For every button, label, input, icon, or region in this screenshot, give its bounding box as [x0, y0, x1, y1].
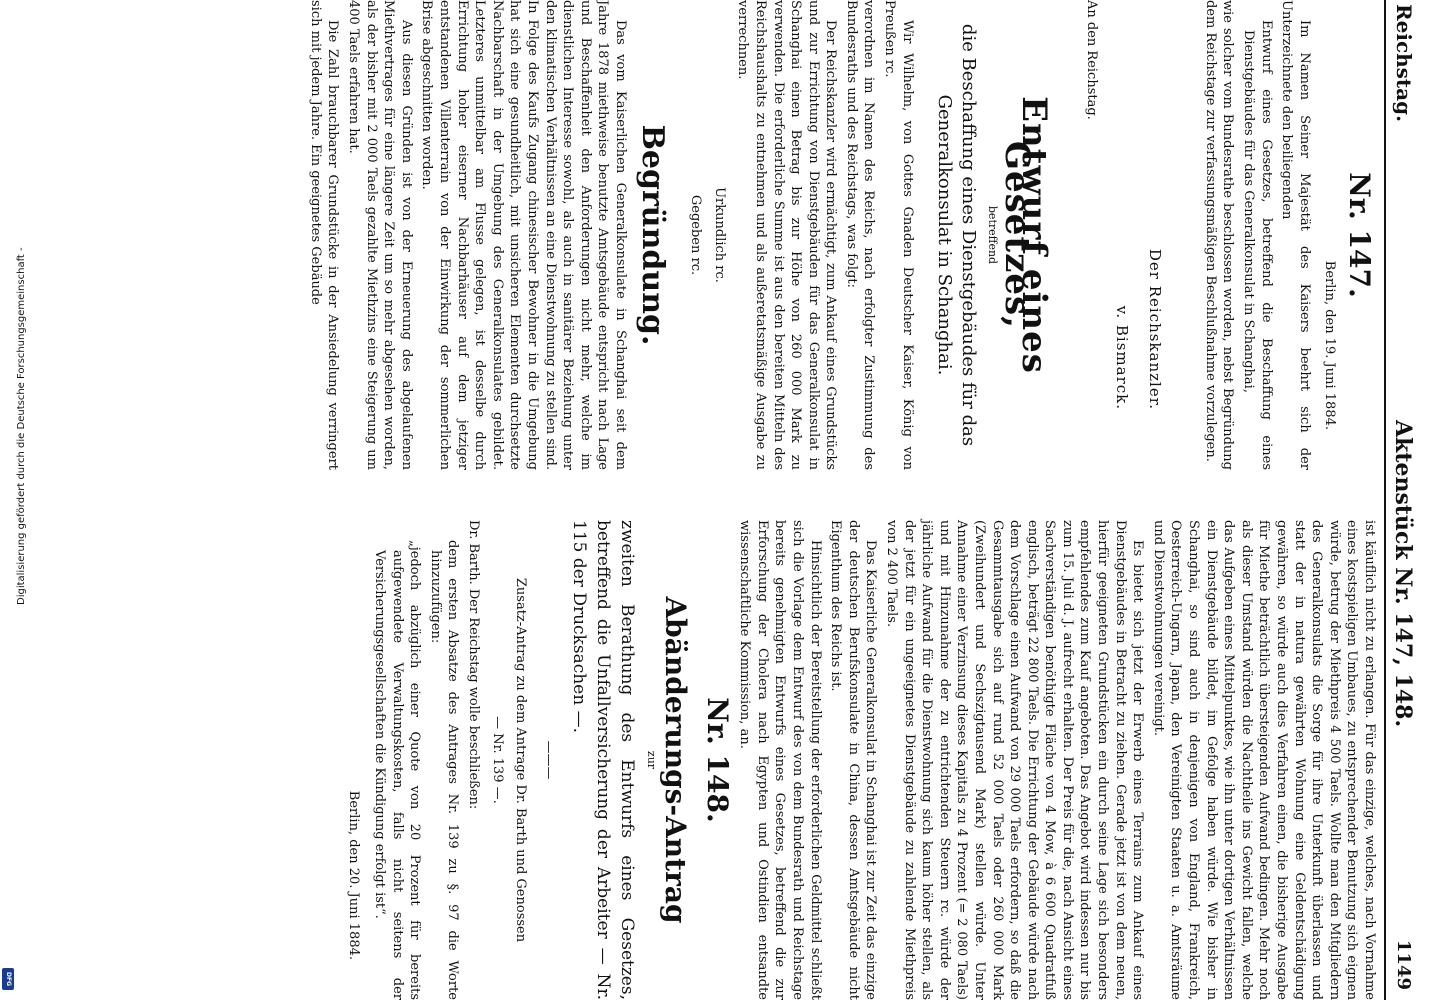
document-number-148: Nr. 148. — [700, 697, 734, 823]
page-number: 1149 — [1393, 939, 1414, 990]
gegeben: Gegeben rc. — [688, 194, 704, 276]
reasons-paragraph-1: Das vom Kaiserlichen Generalkonsulate in Schanghai seit dem Jahre 1878 miethweise benutzte Amtsgebäude entspricht nach Lage und Beschaffenheit den Anforderungen nicht mehr, welche im dienstlichen Interesse sowohl, als auch in sanitärer Beziehung unter den klimatischen Verhältnissen an eine Dienstwohnung zu stellen sind. In Folge des Kaufs Zugang chinesischer Bewohner in die Umgebung hat sich eine gesundheitlich, mit unsicheren Elementen durchsetzte Nachbarschaft in der Umgebung des Generalkonsulates gebildet. Letzteres unmittelbar am Flusse gelegen, ist desselbe durch Errichtung hoher eiserner Nachbarhäuser auf dem jetziger entstandenen Villenterrain von der Einwirkung der sommerlichen Brise abgeschnitten worden. — [419, 0, 628, 470]
signature-title: Der Reichskanzler. — [1146, 248, 1165, 410]
digitization-credit — [2, 0, 27, 1000]
date-147: Berlin, den 19. Juni 1884. — [1322, 260, 1338, 430]
zusatz-antrag: Zusatz-Antrag zu dem Antrage Dr. Barth und Genossen — [513, 577, 529, 943]
right-column — [337, 520, 1378, 1000]
header-left: Reichstag. — [1392, 4, 1416, 123]
reasons-paragraph-2: Aus diesen Gründen ist von der Erneuerung des abgelaufenen Miethvertrages für eine längere Zeit um so mehr abgesehen worden, als der bisher mit 2 000 Taels gezahlte Miethzins eine Steigerung um 400 Taels erfahren hat. — [346, 0, 414, 470]
main-title: Entwurf eines Gesetzes, — [996, 96, 1055, 374]
continuation-paragraph-4: Hinsichtlich der Bereitstellung der erforderlichen Geldmittel schließt sich die Vorlage dem Entwurf des von dem Bundesrath und Reichstage bereits genehmigten Entwurfs eines Gesetzes, betreffend die zur Erforschung der Cholera nach Egypten und Ostindien entsandte wissenschaftliche Kommission, an. — [737, 520, 823, 1000]
main-subtitle: die Beschaffung eines Dienstgebäudes für das Generalkonsulat in Schanghai. — [933, 23, 979, 447]
reasons-paragraph-3: Die Zahl brauchbarer Grundstücke in der Ansiedelung verringert sich mit jedem Jahre. Ein geeignetes Gebäude — [307, 0, 341, 470]
proposer: Dr. Barth. Der Reichstag wolle beschließen: — [466, 520, 482, 810]
document-number-147: Nr. 147. — [1343, 172, 1376, 298]
addressee: An den Reichstag. — [1084, 0, 1100, 120]
draft-title-line: Entwurf eines Gesetzes, betreffend die Beschaffung eines Dienstgebäudes für das Generalkonsulat in Schanghai, — [1241, 20, 1274, 470]
amendment-text-2: „jedoch abzüglich einer Quote von 20 Prozent für bereits aufgewendete Verwaltungskosten, falls nicht seitens der Versicherungsgesellschaften die Kündigung erfolgt ist“. — [372, 540, 423, 1000]
enactment-clause: verordnen im Namen des Reichs, nach erfolgter Zustimmung des Bundesraths und des Reichstags, was folgt: — [843, 0, 877, 470]
amendment-subject: zweiten Berathung des Entwurfs eines Gesetzes, betreffend die Unfallversicherung der Arbeiter — Nr. 115 der Drucksachen —. — [568, 520, 637, 1000]
header-center: Aktenstück Nr. 147, 148. — [1390, 420, 1416, 728]
page-header — [1384, 0, 1418, 1000]
intro-rest: wie solcher vom Bundesrathe beschlossen worden, nebst Begründung dem Reichstage zur verfassungsmäßigen Beschlußnahme vorzulegen. — [1202, 0, 1236, 470]
document-page — [118, 0, 1418, 1000]
continuation-paragraph-2: Es bietet sich jetzt der Erwerb eines Terrains zum Ankauf eines Dienstgebäudes in Betracht zu ziehen. Gerade jetzt ist von dem neuen, hierfür geeigneten Grundstücken ein durch seine Lage sich besonders empfehlendes zum Kauf angeboten. Das Angebot wird indessen nur bis zum 15. Juli d. J. aufrecht erhalten. Der Preis für die, nach Ansicht eines Sachverständigen benöthigte Fläche von 4 Mow, à 6 600 Quadratfuß englisch, beträgt 22 800 Taels. Die Errichtung der Gebäude würde nach dem Vorschlage einen Aufwand von 29 000 Taels erfordern, so daß die Gesammtausgabe sich auf rund 52 000 Taels oder 260 000 Mark (Zweihundert und Sechszigtausend Mark) stellen würde. Unter Annahme einer Verzinsung dieses Kapitals zu 4 Prozent (= 2 080 Taels) und mit Hinzunahme der zu entrichtenden Steuern rc. würde der jährliche Aufwand für die Dienstwohnung sich kaum höher stellen, als der jetzt für ein ungeeignetes Dienstgebäude zu zahlende Miethpreis von 2 400 Taels. — [883, 520, 1146, 1000]
amendment-heading: Abänderungs-Antrag — [659, 596, 693, 924]
preamble: Wir Wilhelm, von Gottes Gnaden Deutscher Kaiser, König von Preußen rc. — [882, 0, 915, 470]
zur-label: zur — [645, 750, 659, 770]
reasons-heading: Begründung. — [634, 124, 670, 346]
law-paragraph: Der Reichskanzler wird ermächtigt, zum Ankauf eines Grundstücks und zur Errichtung von Dienstgebäuden für das Generalkonsulat in Schanghai einen Betrag bis zur Höhe von 260 000 Mark zu verwenden. Die erforderliche Summe ist aus den bereiten Mitteln des Reichshaushalts zu entnehmen und als außeretatsmäßige Ausgabe zu verrechnen. — [735, 0, 839, 470]
betreffend-label: betreffend — [986, 205, 1000, 265]
urkundlich: Urkundlich rc. — [711, 187, 727, 283]
separator: ——— — [540, 740, 556, 780]
amendment-text-1: dem ersten Absatze des Antrages Nr. 139 zu §. 97 die Worte hinzuzufügen: — [427, 540, 461, 1000]
signature-name: v. Bismarck. — [1112, 305, 1131, 410]
dfg-logo-icon: DFG — [2, 968, 14, 990]
left-column — [303, 0, 1378, 470]
date-148: Berlin, den 20. Juni 1884. — [346, 790, 362, 960]
continuation-paragraph-3: Das Kaiserliche Generalkonsulat in Schanghai ist zur Zeit das einzige der deutschen Berufskonsulate in China, dessen Amtsgebäude nicht Eigenthum des Reichs ist. — [828, 520, 879, 1000]
zusatz-number: — Nr. 139 —. — [489, 716, 505, 804]
credit-text: Digitalisierung gefördert durch die Deutsche Forschungsgemeinschaft - — [16, 247, 27, 605]
continuation-paragraph-1: ist käuflich nicht zu erlangen. Für das einzige, welches, nach Vornahme eines kostspieligen Umbaues, zu entsprechender Benutzung sich eignen würde, betrug der Miethpreis 4 500 Taels. Wollte man den Mitgliedern des Generalkonsulats die Sorge für ihre Unterkunft überlassen und statt der in natura gewährten Wohnung eine Geldentschädigung gewähren, so würde auch dies Verfahren einen, die bisherige Ausgabe für Miethe beträchtlich übersteigenden Aufwand bedingen. Mehr noch als dieser Umstand würden die Nachtheile ins Gewicht fallen, welche das Aufgeben eines Mittelpunktes, wie ihn unter dortigen Verhältnissen ein Dienstgebäude bildet, im Gefolge haben würde. Wie bisher in Schanghai, so sind auch in denjenigen von England, Frankreich, Oesterreich-Ungarn, Japan, den Vereinigten Staaten u. a. Amtsräume und Dienstwohnungen vereinigt. — [1150, 520, 1377, 1000]
intro-text: Im Namen Seiner Majestät des Kaisers beehrt sich der Unterzeichnete den beiliegenden — [1279, 0, 1312, 470]
